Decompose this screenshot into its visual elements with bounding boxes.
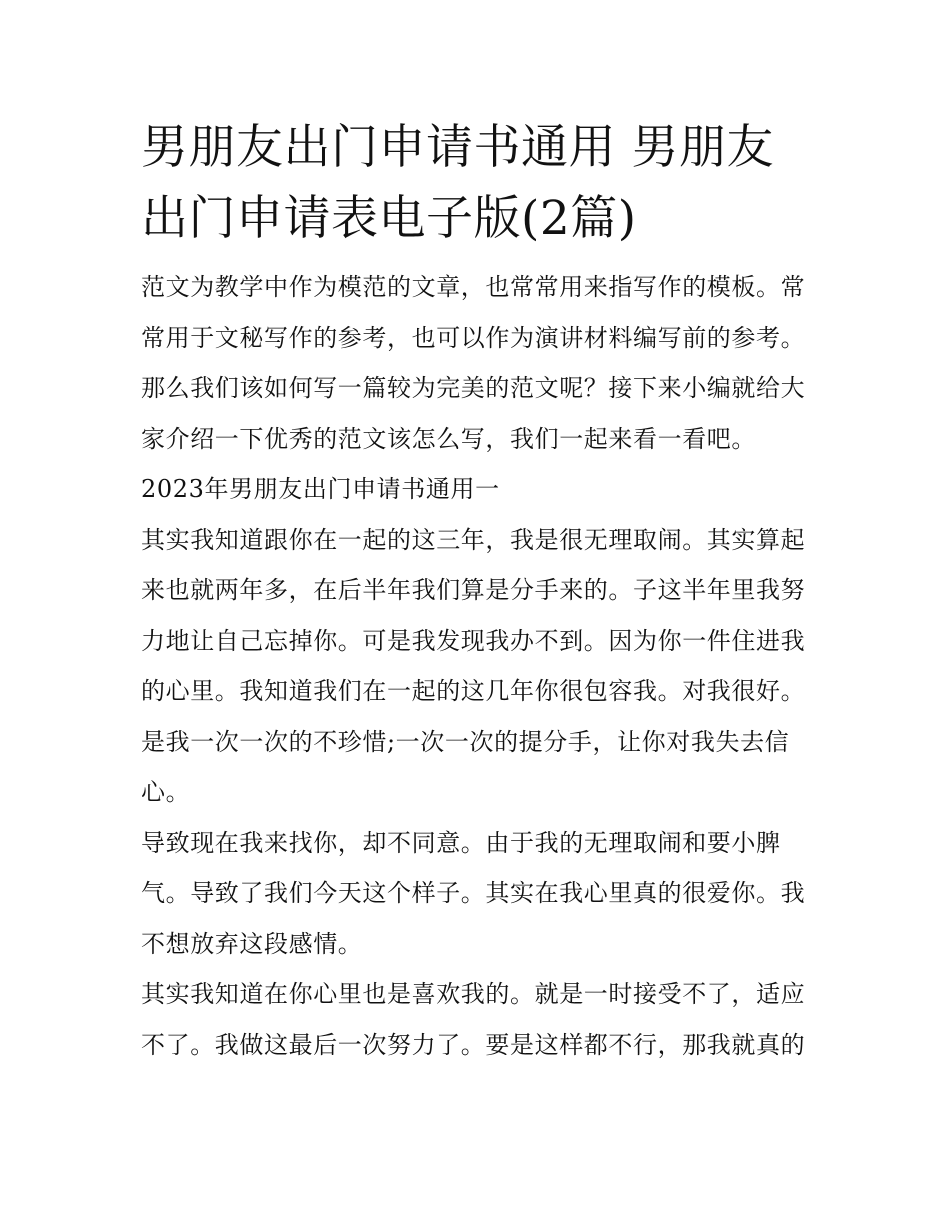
paragraph-intro: 范文为教学中作为模范的文章，也常常用来指写作的模板。常常用于文秘写作的参考，也可以作为演讲材料编写前的参考。那么我们该如何写一篇较为完美的范文呢？接下来小编就给大家介绍一下优秀的范文该怎么写，我们一起来看一看吧。 [141,273,806,453]
paragraph-body: 导致现在我来找你，却不同意。由于我的无理取闹和要小脾气。导致了我们今天这个样子。其实在我心里真的很爱你。我不想放弃这段感情。 [141,828,806,958]
document-title: 男朋友出门申请书通用 男朋友出门申请表电子版(2篇) [141,120,774,246]
paragraph-body: 其实我知道跟你在一起的这三年，我是很无理取闹。其实算起来也就两年多，在后半年我们算是分手来的。子这半年里我努力地让自己忘掉你。可是我发现我办不到。因为你一件住进我的心里。我知道我们在一起的这几年你很包容我。对我很好。是我一次一次的不珍惜;一次一次的提分手，让你对我失去信心。 [141,525,806,806]
paragraph-body: 其实我知道在你心里也是喜欢我的。就是一时接受不了，适应不了。我做这最后一次努力了。要是这样都不行，那我就真的 [141,980,806,1059]
document-content [141,112,813,1070]
document-body [141,262,813,1070]
section-heading: 2023年男朋友出门申请书通用一 [141,475,500,503]
